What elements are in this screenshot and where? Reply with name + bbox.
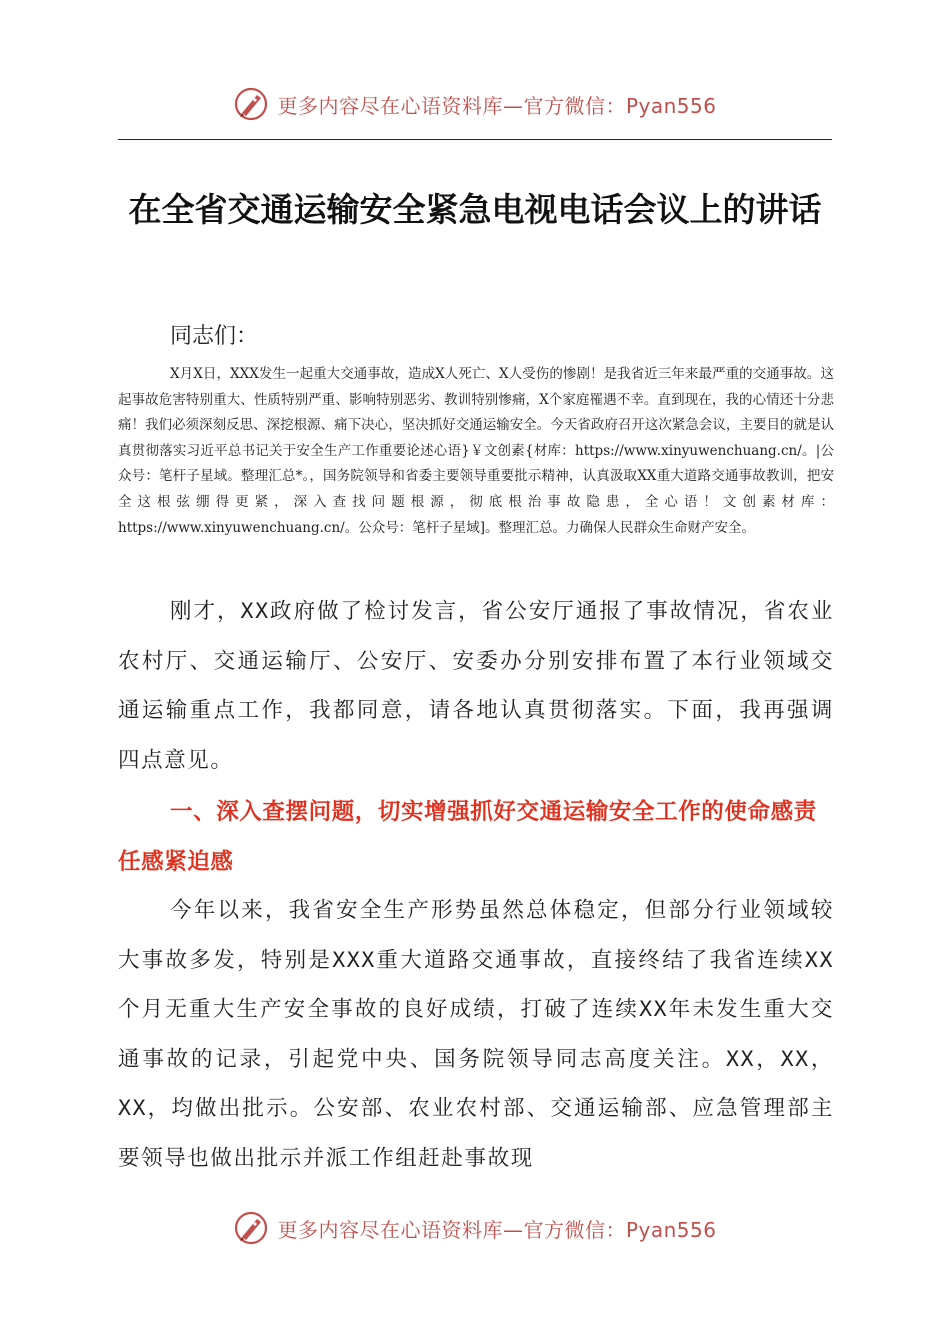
document-title: 在全省交通运输安全紧急电视电话会议上的讲话 [128,190,822,229]
header-watermark [0,82,950,126]
intro-paragraph: X月X日，XXX发生一起重大交通事故，造成X人死亡、X人受伤的惨剧！是我省近三年来最严重的交通事故。这起事故危害特别重大、性质特别严重、影响特别恶劣、教训特别惨痛，X个家庭罹遇不幸。直到现在，我的心情还十分悲痛！我们必须深刻反思、深挖根源、痛下决心，坚决抓好交通运输安全。今天省政府召开这次紧急会议，主要目的就是认真贯彻落实习近平总书记关于安全生产工作重要论述心语}￥文创素{材库：https://www.xinyuwenchuang.cn/。|公众号：笔杆子星域。整理汇总*。，国务院领导和省委主要领导重要批示精神，认真汲取XX重大道路交通事故教训，把安全这根弦绷得更紧，深入查找问题根源，彻底根治事故隐患，全心语！文创素材库：https://www.xinyuwenchuang.cn/。公众号：笔杆子星域]。整理汇总。力确保人民群众生命财产安全。 [118,366,834,536]
salutation: 同志们： [170,324,259,349]
watermark-text: 更多内容尽在心语资料库—官方微信：Pyan556 [277,1217,717,1242]
pen-logo-icon [233,86,269,122]
header-divider [118,139,832,140]
watermark-text: 更多内容尽在心语资料库—官方微信：Pyan556 [277,93,717,118]
section-heading-1: 一、深入查摆问题，切实增强抓好交通运输安全工作的使命感责任感紧迫感 [118,799,817,875]
body-paragraph-1: 刚才，XX政府做了检讨发言，省公安厅通报了事故情况，省农业农村厅、交通运输厅、公安厅、安委办分别安排布置了本行业领域交通运输重点工作，我都同意，请各地认真贯彻落实。下面，我再强调四点意见。 [118,599,834,773]
pen-logo-icon [233,1210,269,1246]
footer-watermark [0,1206,950,1250]
body-paragraph-2: 今年以来，我省安全生产形势虽然总体稳定，但部分行业领域较大事故多发，特别是XXX重大道路交通事故，直接终结了我省连续XX个月无重大生产安全事故的良好成绩，打破了连续XX年未发生重大交通事故的记录，引起党中央、国务院领导同志高度关注。XX，XX，XX，均做出批示。公安部、农业农村部、交通运输部、应急管理部主要领导也做出批示并派工作组赶赴事故现 [118,898,834,1171]
